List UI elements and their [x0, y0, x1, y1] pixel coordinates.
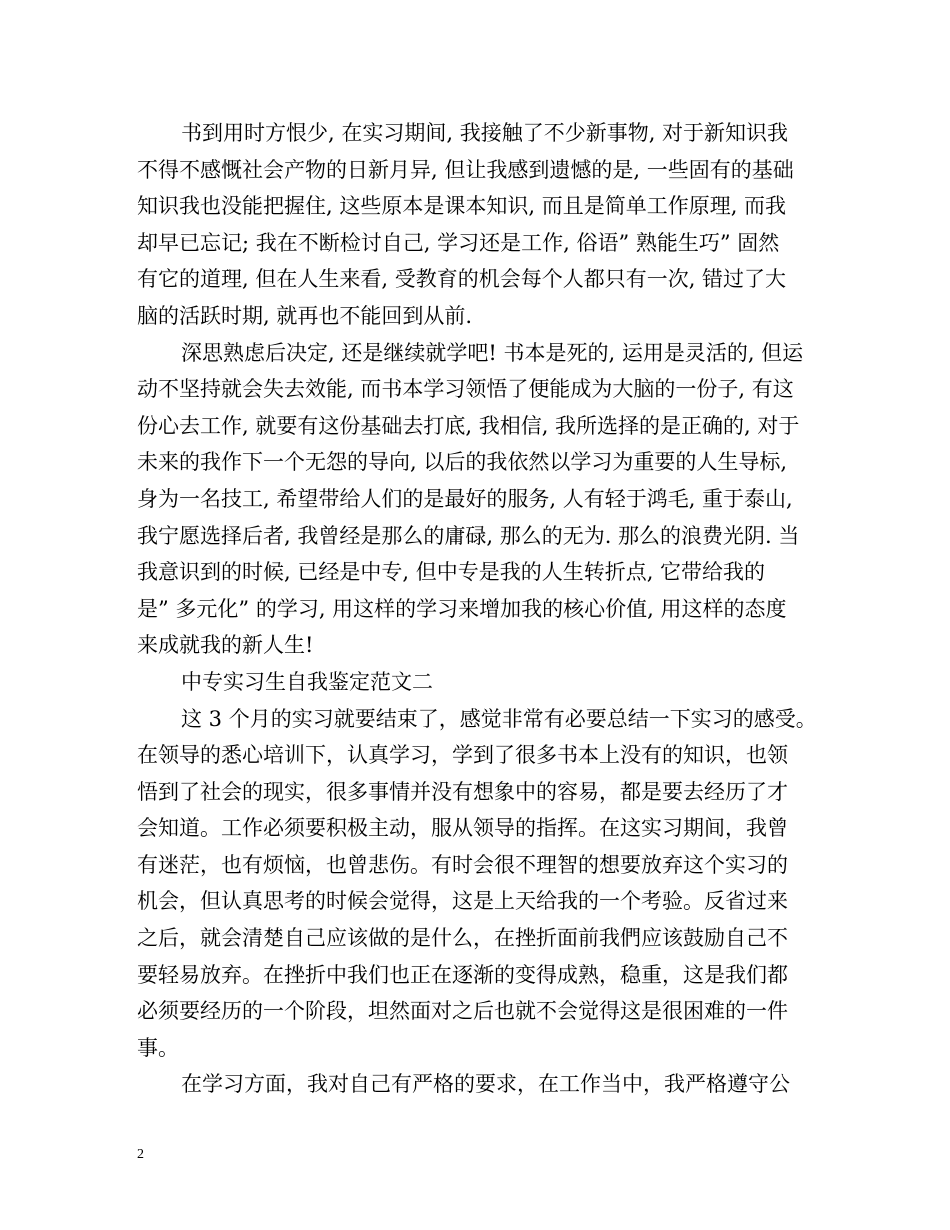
text-line: 有它的道理, 但在人生来看, 受教育的机会每个人都只有一次, 错过了大 — [137, 267, 787, 292]
text-line: 悟到了社会的现实，很多事情并没有想象中的容易，都是要去经历了才 — [137, 779, 788, 804]
page-number: 2 — [137, 1147, 144, 1162]
text-line: 会知道。工作必须要积极主动，服从领导的指挥。在这实习期间，我曾 — [137, 816, 788, 841]
text-line: 不得不感慨社会产物的日新月异, 但让我感到遗憾的是, 一些固有的基础 — [137, 157, 794, 182]
text-line: 知识我也没能把握住, 这些原本是课本知识, 而且是简单工作原理, 而我 — [137, 194, 787, 219]
text-line: 身为一名技工, 希望带给人们的是最好的服务, 人有轻于鸿毛, 重于泰山, — [137, 486, 793, 511]
document-body — [137, 115, 825, 1103]
text-line: 是” 多元化” 的学习, 用这样的学习来增加我的核心价值, 用这样的态度 — [137, 596, 787, 621]
text-line: 脑的活跃时期, 就再也不能回到从前. — [137, 303, 473, 328]
text-line: 动不坚持就会失去效能, 而书本学习领悟了便能成为大脑的一份子, 有这 — [137, 377, 794, 402]
text-line: 份心去工作, 就要有这份基础去打底, 我相信, 我所选择的是正确的, 对于 — [137, 413, 800, 438]
text-line: 却早已忘记; 我在不断检讨自己, 学习还是工作, 俗语” 熟能生巧” 固然 — [137, 230, 780, 255]
text-line: 必须要经历的一个阶段，坦然面对之后也就不会觉得这是很困难的一件 — [137, 999, 788, 1024]
text-line: 深思熟虑后决定, 还是继续就学吧! 书本是死的, 运用是灵活的, 但运 — [181, 340, 804, 365]
text-line: 要轻易放弃。在挫折中我们也正在逐渐的变得成熟，稳重，这是我们都 — [137, 962, 788, 987]
text-line: 未来的我作下一个无怨的导向, 以后的我依然以学习为重要的人生导标, — [137, 450, 788, 475]
section-heading: 中专实习生自我鉴定范文二 — [181, 669, 433, 694]
text-line: 我宁愿选择后者, 我曾经是那么的庸碌, 那么的无为. 那么的浪费光阴. 当 — [137, 523, 800, 548]
text-line: 机会，但认真思考的时候会觉得，这是上天给我的一个考验。反省过来 — [137, 889, 788, 914]
text-line: 在学习方面，我对自己有严格的要求，在工作当中，我严格遵守公 — [181, 1072, 790, 1097]
text-line: 之后，就会清楚自己应该做的是什么，在挫折面前我們应该鼓励自己不 — [137, 926, 788, 951]
text-line: 在领导的悉心培训下，认真学习，学到了很多书本上没有的知识，也领 — [137, 743, 788, 768]
text-line: 书到用时方恨少, 在实习期间, 我接触了不少新事物, 对于新知识我 — [181, 121, 789, 145]
text-line: 事。 — [137, 1035, 179, 1060]
text-line: 有迷茫，也有烦恼，也曾悲伤。有时会很不理智的想要放弃这个实习的 — [137, 852, 788, 877]
text-line: 我意识到的时候, 已经是中专, 但中专是我的人生转折点, 它带给我的 — [137, 560, 766, 585]
text-line: 来成就我的新人生! — [137, 633, 314, 658]
text-line: 这 3 个月的实习就要结束了，感觉非常有必要总结一下实习的感受。 — [181, 706, 817, 731]
